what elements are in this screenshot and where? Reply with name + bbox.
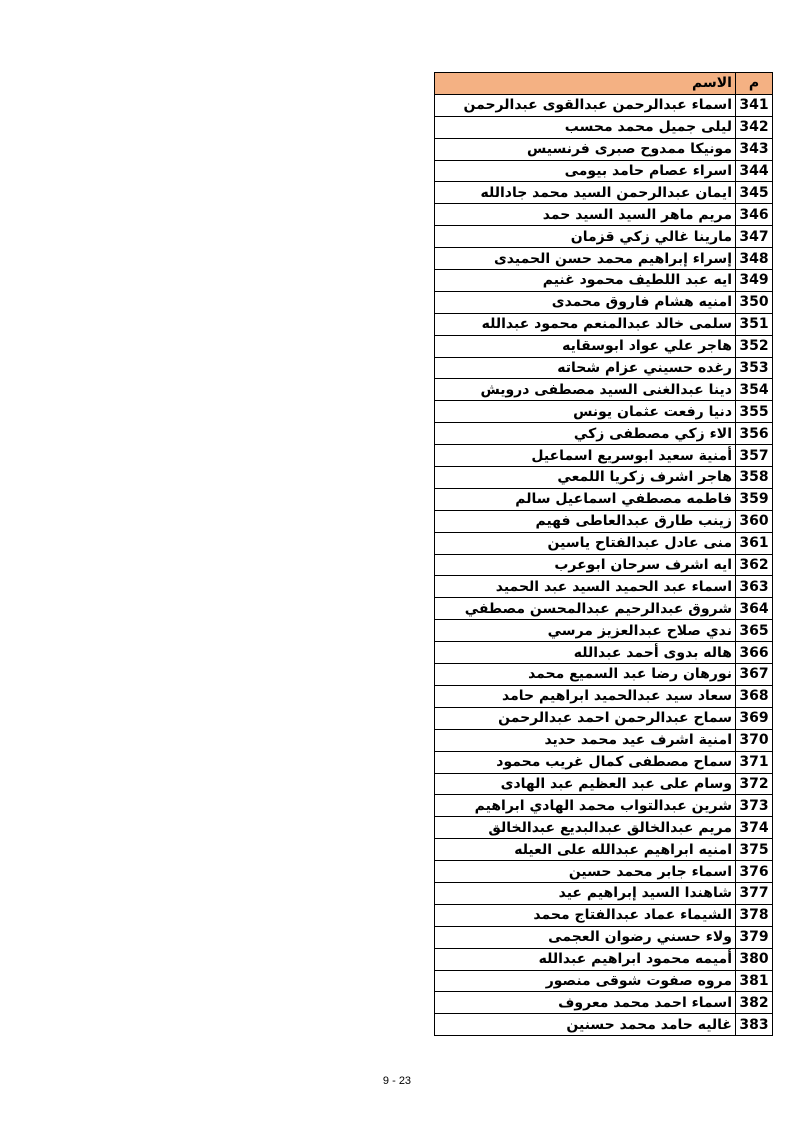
serial-number-cell: 357 [736,445,773,467]
serial-number-cell: 383 [736,1014,773,1036]
serial-number-cell: 355 [736,401,773,423]
person-name-cell: ندي صلاح عبدالعزيز مرسي [435,620,736,642]
person-name-cell: اسماء عبدالرحمن عبدالقوى عبدالرحمن [435,94,736,116]
serial-number-cell: 351 [736,313,773,335]
serial-number-cell: 368 [736,685,773,707]
table-row [435,379,773,401]
table-row [435,948,773,970]
person-name-cell: زينب طارق عبدالعاطى فهيم [435,510,736,532]
serial-number-cell: 375 [736,839,773,861]
person-name-cell: دنيا رفعت عثمان يونس [435,401,736,423]
serial-number-cell: 378 [736,904,773,926]
table-row [435,357,773,379]
table-row [435,467,773,489]
serial-number-cell: 380 [736,948,773,970]
person-name-cell: مروه صفوت شوقى منصور [435,970,736,992]
serial-number-cell: 366 [736,642,773,664]
serial-number-cell: 379 [736,926,773,948]
table-row [435,204,773,226]
serial-number-cell: 342 [736,116,773,138]
serial-number-cell: 353 [736,357,773,379]
serial-number-cell: 367 [736,664,773,686]
serial-number-cell: 348 [736,248,773,270]
serial-number-cell: 362 [736,554,773,576]
table-row [435,401,773,423]
person-name-cell: شروق عبدالرحيم عبدالمحسن مصطفي [435,598,736,620]
person-name-cell: أمنية سعيد ابوسريع اسماعيل [435,445,736,467]
serial-number-cell: 364 [736,598,773,620]
serial-number-cell: 352 [736,335,773,357]
person-name-cell: هاله بدوى أحمد عبدالله [435,642,736,664]
person-name-cell: امنيه هشام فاروق محمدى [435,291,736,313]
serial-number-cell: 365 [736,620,773,642]
table-row [435,839,773,861]
table-row [435,160,773,182]
table-row [435,182,773,204]
table-row [435,598,773,620]
serial-number-cell: 372 [736,773,773,795]
person-name-cell: رغده حسيني عزام شحاته [435,357,736,379]
table-row [435,729,773,751]
table-row [435,510,773,532]
serial-number-cell: 343 [736,138,773,160]
serial-number-cell: 374 [736,817,773,839]
person-name-cell: مريم ماهر السيد السيد حمد [435,204,736,226]
table-row [435,620,773,642]
column-header-name: الاسم [435,73,736,95]
table-row [435,751,773,773]
serial-number-cell: 381 [736,970,773,992]
serial-number-cell: 377 [736,882,773,904]
person-name-cell: وسام على عبد العظيم عبد الهادى [435,773,736,795]
table-row [435,882,773,904]
serial-number-cell: 350 [736,291,773,313]
person-name-cell: هاجر اشرف زكريا اللمعي [435,467,736,489]
serial-number-cell: 361 [736,532,773,554]
person-name-cell: اسماء احمد محمد معروف [435,992,736,1014]
table-row [435,116,773,138]
serial-number-cell: 360 [736,510,773,532]
table-row [435,861,773,883]
table-row [435,423,773,445]
page-number: 9 - 23 [382,1075,412,1087]
serial-number-cell: 382 [736,992,773,1014]
serial-number-cell: 359 [736,488,773,510]
person-name-cell: ايه اشرف سرحان ابوعرب [435,554,736,576]
table-row [435,248,773,270]
serial-number-cell: 373 [736,795,773,817]
person-name-cell: سلمى خالد عبدالمنعم محمود عبدالله [435,313,736,335]
table-row [435,817,773,839]
table-row [435,904,773,926]
table-row [435,795,773,817]
person-name-cell: نورهان رضا عبد السميع محمد [435,664,736,686]
table-row [435,445,773,467]
table-row [435,554,773,576]
serial-number-cell: 349 [736,270,773,292]
table-row [435,313,773,335]
serial-number-cell: 376 [736,861,773,883]
table-row [435,664,773,686]
names-sheet [434,72,770,1036]
serial-number-cell: 345 [736,182,773,204]
serial-number-cell: 341 [736,94,773,116]
person-name-cell: منى عادل عبدالفتاح ياسين [435,532,736,554]
person-name-cell: سماح مصطفى كمال غريب محمود [435,751,736,773]
serial-number-cell: 344 [736,160,773,182]
person-name-cell: غاليه حامد محمد حسنين [435,1014,736,1036]
serial-number-cell: 370 [736,729,773,751]
table-row [435,970,773,992]
serial-number-cell: 347 [736,226,773,248]
table-row [435,270,773,292]
person-name-cell: مونيكا ممدوح صبرى فرنسيس [435,138,736,160]
person-name-cell: مارينا غالي زكي قزمان [435,226,736,248]
names-table [434,72,773,1036]
table-header-row [435,73,773,95]
person-name-cell: امنيه ابراهيم عبدالله على العيله [435,839,736,861]
person-name-cell: سعاد سيد عبدالحميد ابراهيم حامد [435,685,736,707]
serial-number-cell: 369 [736,707,773,729]
column-header-number: م [736,73,773,95]
table-row [435,291,773,313]
person-name-cell: أميمه محمود ابراهيم عبدالله [435,948,736,970]
person-name-cell: شاهندا السيد إبراهيم عيد [435,882,736,904]
person-name-cell: اسماء عبد الحميد السيد عبد الحميد [435,576,736,598]
serial-number-cell: 354 [736,379,773,401]
table-row [435,226,773,248]
table-row [435,576,773,598]
serial-number-cell: 358 [736,467,773,489]
table-row [435,773,773,795]
person-name-cell: دينا عبدالغنى السيد مصطفى درويش [435,379,736,401]
person-name-cell: اسماء جابر محمد حسين [435,861,736,883]
person-name-cell: مريم عبدالخالق عبدالبديع عبدالخالق [435,817,736,839]
serial-number-cell: 356 [736,423,773,445]
table-row [435,926,773,948]
table-row [435,685,773,707]
person-name-cell: ايمان عبدالرحمن السيد محمد جادالله [435,182,736,204]
table-row [435,532,773,554]
person-name-cell: إسراء إبراهيم محمد حسن الحميدى [435,248,736,270]
table-row [435,992,773,1014]
person-name-cell: الشيماء عماد عبدالفتاج محمد [435,904,736,926]
serial-number-cell: 346 [736,204,773,226]
table-row [435,642,773,664]
table-row [435,94,773,116]
table-row [435,707,773,729]
table-body [435,94,773,1035]
person-name-cell: شرين عبدالتواب محمد الهادي ابراهيم [435,795,736,817]
table-row [435,335,773,357]
person-name-cell: ليلى جميل محمد محسب [435,116,736,138]
person-name-cell: فاطمه مصطفي اسماعيل سالم [435,488,736,510]
serial-number-cell: 371 [736,751,773,773]
person-name-cell: ولاء حسني رضوان العجمى [435,926,736,948]
table-row [435,488,773,510]
person-name-cell: اسراء عصام حامد بيومى [435,160,736,182]
person-name-cell: ايه عبد اللطيف محمود غنيم [435,270,736,292]
person-name-cell: هاجر علي عواد ابوسقايه [435,335,736,357]
person-name-cell: الاء زكي مصطفى زكي [435,423,736,445]
table-row [435,1014,773,1036]
person-name-cell: امنية اشرف عيد محمد حديد [435,729,736,751]
table-row [435,138,773,160]
person-name-cell: سماح عبدالرحمن احمد عبدالرحمن [435,707,736,729]
serial-number-cell: 363 [736,576,773,598]
